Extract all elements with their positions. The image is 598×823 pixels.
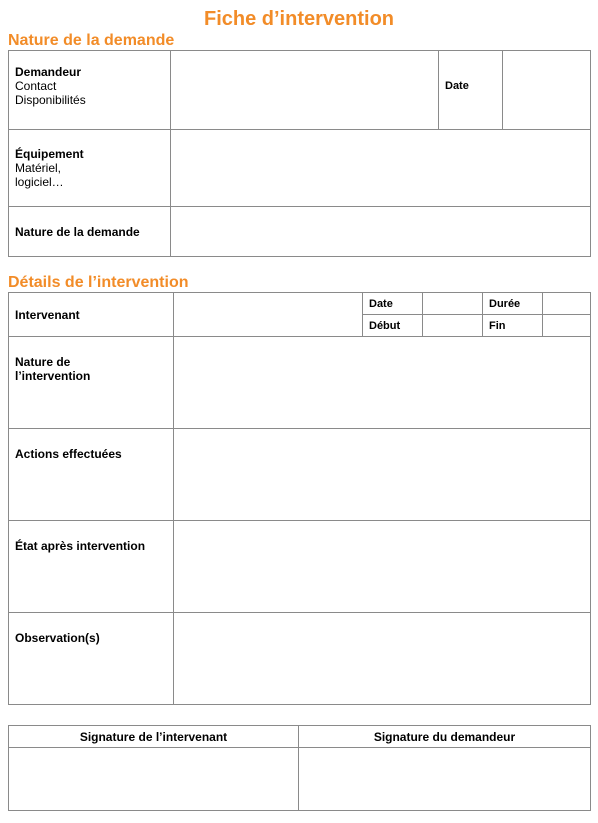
- intervention-nature-label-cell: [9, 337, 174, 429]
- section-heading-intervention: Détails de l’intervention: [8, 274, 189, 291]
- intervention-table: [8, 292, 591, 705]
- hardware-label: Matériel,: [15, 161, 62, 175]
- intervention-date-field[interactable]: [423, 293, 483, 315]
- equipment-label: Équipement: [15, 147, 84, 161]
- requester-signature-field[interactable]: [299, 748, 591, 811]
- requester-signature-label: Signature du demandeur: [299, 726, 591, 748]
- intervenant-signature-field[interactable]: [9, 748, 299, 811]
- intervenant-field[interactable]: [174, 293, 363, 337]
- start-field[interactable]: [423, 315, 483, 337]
- duration-field[interactable]: [543, 293, 591, 315]
- observations-label: Observation(s): [9, 613, 174, 705]
- equipment-label-cell: [9, 130, 171, 207]
- request-nature-field[interactable]: [171, 207, 591, 257]
- state-after-field[interactable]: [174, 521, 591, 613]
- end-label: Fin: [483, 315, 543, 337]
- contact-label: Contact: [15, 79, 57, 93]
- request-date-label: Date: [439, 51, 503, 130]
- software-label: logiciel…: [15, 175, 64, 189]
- intervention-nature-label-line1: Nature de: [15, 355, 71, 369]
- observations-field[interactable]: [174, 613, 591, 705]
- request-nature-label: Nature de la demande: [9, 207, 171, 257]
- section-heading-request: Nature de la demande: [8, 32, 175, 49]
- requester-label: Demandeur: [15, 65, 82, 79]
- start-label: Début: [363, 315, 423, 337]
- availability-label: Disponibilités: [15, 93, 86, 107]
- duration-label: Durée: [483, 293, 543, 315]
- page-title: Fiche d’intervention: [203, 8, 395, 30]
- intervenant-signature-label: Signature de l’intervenant: [9, 726, 299, 748]
- intervention-nature-label-line2: l’intervention: [15, 369, 91, 383]
- requester-label-cell: [9, 51, 171, 130]
- actions-label: Actions effectuées: [9, 429, 174, 521]
- signature-table: [8, 725, 591, 811]
- actions-field[interactable]: [174, 429, 591, 521]
- end-field[interactable]: [543, 315, 591, 337]
- state-after-label: État après intervention: [9, 521, 174, 613]
- intervention-nature-field[interactable]: [174, 337, 591, 429]
- equipment-field[interactable]: [171, 130, 591, 207]
- intervention-date-label: Date: [363, 293, 423, 315]
- intervenant-label: Intervenant: [9, 293, 174, 337]
- request-table: [8, 50, 591, 257]
- request-date-field[interactable]: [503, 51, 591, 130]
- requester-field[interactable]: [171, 51, 439, 130]
